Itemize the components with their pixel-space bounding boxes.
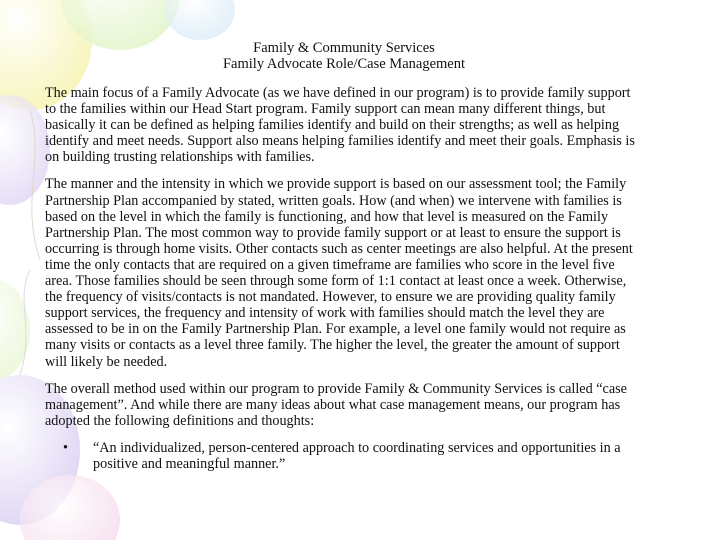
balloon-blue <box>165 0 235 40</box>
balloon-lavender <box>0 95 50 205</box>
bullet-definition: “An individualized, person-centered approach to coordinating services and opportunities in a positive and meaningful manner.” <box>93 439 621 472</box>
document-subtitle: Family Advocate Role/Case Management <box>222 56 465 72</box>
paragraph-case-management: The overall method used within our program to provide Family & Community Services is called “case management”. And while there are many ideas about what case management means, our program has adopted the following definitions and thoughts: <box>45 380 627 429</box>
bullet-icon: • <box>63 439 68 456</box>
document-title: Family & Community Services <box>253 40 435 56</box>
bullet-list-item <box>63 440 643 472</box>
paragraph-support-intensity: The manner and the intensity in which we provide support is based on our assessment tool; the Family Partnership Plan accompanied by stated, written goals. How (and when) we intervene with families is based on the level in which the family is functioning, and how that level is measured on the Family Partnership Plan. The most common way to provide family support or at least to ensure the support is occurring is through home visits. Other contacts such as center meetings are also helpful. At the present time the only contacts that are required on a given timeframe are families who score in the level five area. Those families should be seen through some form of 1:1 contact at least once a week. Otherwise, the frequency of visits/contacts is not mandated. However, to ensure we are providing quality family support services, the frequency and intensity of work with families should match the level they are assessed to be in on the Family Partnership Plan. For example, a level one family would not require as many visits or contacts as a level three family. The higher the level, the greater the amount of support will likely be needed. <box>45 176 633 370</box>
document-page <box>45 40 643 530</box>
paragraph-family-advocate-focus: The main focus of a Family Advocate (as we have defined in our program) is to provide family support to the families within our Head Start program. Family support can mean many different things, but basically it can be defined as helping families identify and build on their strengths; as well as helping identify and meet needs. Support also means helping families identify and meet their goals. Emphasis is on building trusting relationships with families. <box>45 85 635 166</box>
